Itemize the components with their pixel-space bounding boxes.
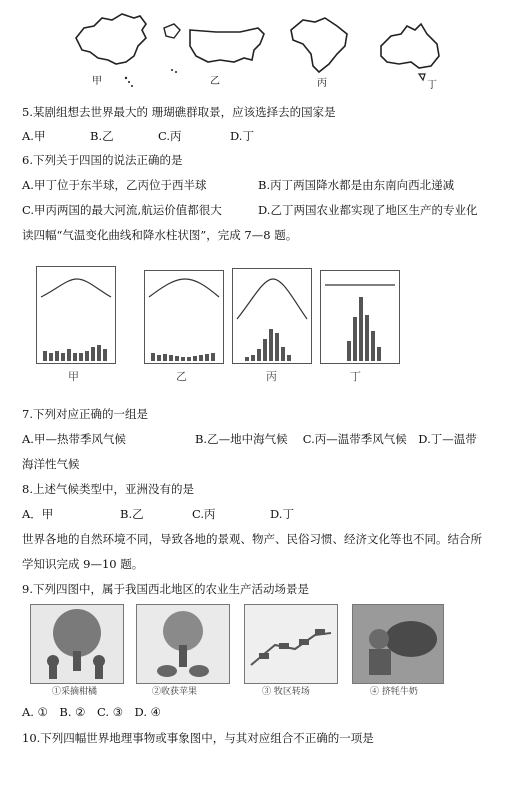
question-7-stem: 7.下列对应正确的一组是 — [22, 407, 148, 421]
climate-chart-jia-plot — [37, 267, 115, 363]
question-5-stem: 5.某剧组想去世界最大的 珊瑚礁群取景，应该选择去的国家是 — [22, 105, 336, 119]
question-5-option-a: A.甲 — [22, 129, 46, 143]
photo-caption: ①采摘柑橘 — [52, 687, 98, 697]
climate-charts-figure — [28, 258, 468, 388]
map-label: 丁 — [427, 80, 437, 91]
question-8-option-d: D.丁 — [270, 507, 294, 521]
yak-milking-icon — [353, 605, 443, 683]
question-8-stem: 8.上述气候类型中，亚洲没有的是 — [22, 482, 194, 496]
photo-caption: ④ 挤牦牛奶 — [370, 687, 418, 697]
question-6-stem: 6.下列关于四国的说法正确的是 — [22, 153, 183, 167]
question-9-options: A. ① B. ② C. ③ D. ④ — [22, 705, 161, 719]
question-7-options-line1: A.甲—热带季风气候 B.乙—地中海气候 C.丙—温带季风气候 D.丁—温带 — [22, 432, 477, 446]
map-brazil — [285, 12, 355, 90]
question-6-option-a: A.甲丁位于东半球，乙丙位于西半球 — [22, 178, 207, 192]
photo-caption: ③ 牧区转场 — [262, 687, 310, 697]
climate-chart-label: 甲 — [68, 370, 79, 383]
climate-chart-ding — [320, 270, 400, 364]
question-5-option-b: B.乙 — [90, 129, 114, 143]
herd-migration-icon — [245, 605, 337, 683]
paragraph-line-1: 世界各地的自然环境不同，导致各地的景观、物产、民俗习惯、经济文化等也不同。结合所 — [22, 532, 482, 546]
climate-chart-label: 乙 — [176, 370, 187, 383]
question-8-option-b: B.乙 — [120, 507, 144, 521]
map-australia — [375, 16, 445, 90]
question-8-option-c: C.丙 — [192, 507, 216, 521]
climate-chart-jia — [36, 266, 116, 364]
question-8-option-a: A．甲 — [22, 507, 54, 521]
question-9-stem: 9.下列四图中，属于我国西北地区的农业生产活动场景是 — [22, 582, 309, 596]
photo-caption: ②收获苹果 — [152, 687, 198, 697]
map-china — [72, 8, 152, 88]
question-5-option-d: D.丁 — [230, 129, 254, 143]
map-label: 甲 — [92, 76, 102, 87]
climate-chart-bing-plot — [233, 269, 311, 363]
photo-harvesting-apples — [136, 604, 230, 684]
map-usa — [160, 18, 270, 88]
question-6-option-d: D.乙丁两国农业都实现了地区生产的专业化 — [258, 203, 478, 217]
map-label: 丙 — [317, 78, 327, 89]
climate-chart-ding-plot — [321, 271, 399, 363]
photo-picking-oranges — [30, 604, 124, 684]
china-map-icon — [72, 8, 152, 88]
photo-pastoral-migration — [244, 604, 338, 684]
question-7-options-line2: 海洋性气候 — [22, 457, 80, 471]
climate-chart-yi-plot — [145, 271, 223, 363]
climate-chart-label: 丁 — [350, 370, 361, 383]
apple-tree-icon — [137, 605, 229, 683]
question-5-option-c: C.丙 — [158, 129, 182, 143]
paragraph-line-2: 学知识完成 9—10 题。 — [22, 557, 144, 571]
question-6-option-c: C.甲丙两国的最大河流,航运价值都很大 — [22, 203, 222, 217]
climate-chart-bing — [232, 268, 312, 364]
map-label: 乙 — [210, 76, 220, 87]
climate-chart-label: 丙 — [266, 370, 277, 383]
question-10-stem: 10.下列四幅世界地理事物或事象图中，与其对应组合不正确的一项是 — [22, 731, 374, 745]
read-intro-7-8: 读四幅“气温变化曲线和降水柱状图”，完成 7—8 题。 — [22, 228, 298, 242]
photo-milking-yak — [352, 604, 444, 684]
orange-tree-icon — [31, 605, 123, 683]
question-6-option-b: B.丙丁两国降水都是由东南向西北递减 — [258, 178, 455, 192]
climate-chart-yi — [144, 270, 224, 364]
